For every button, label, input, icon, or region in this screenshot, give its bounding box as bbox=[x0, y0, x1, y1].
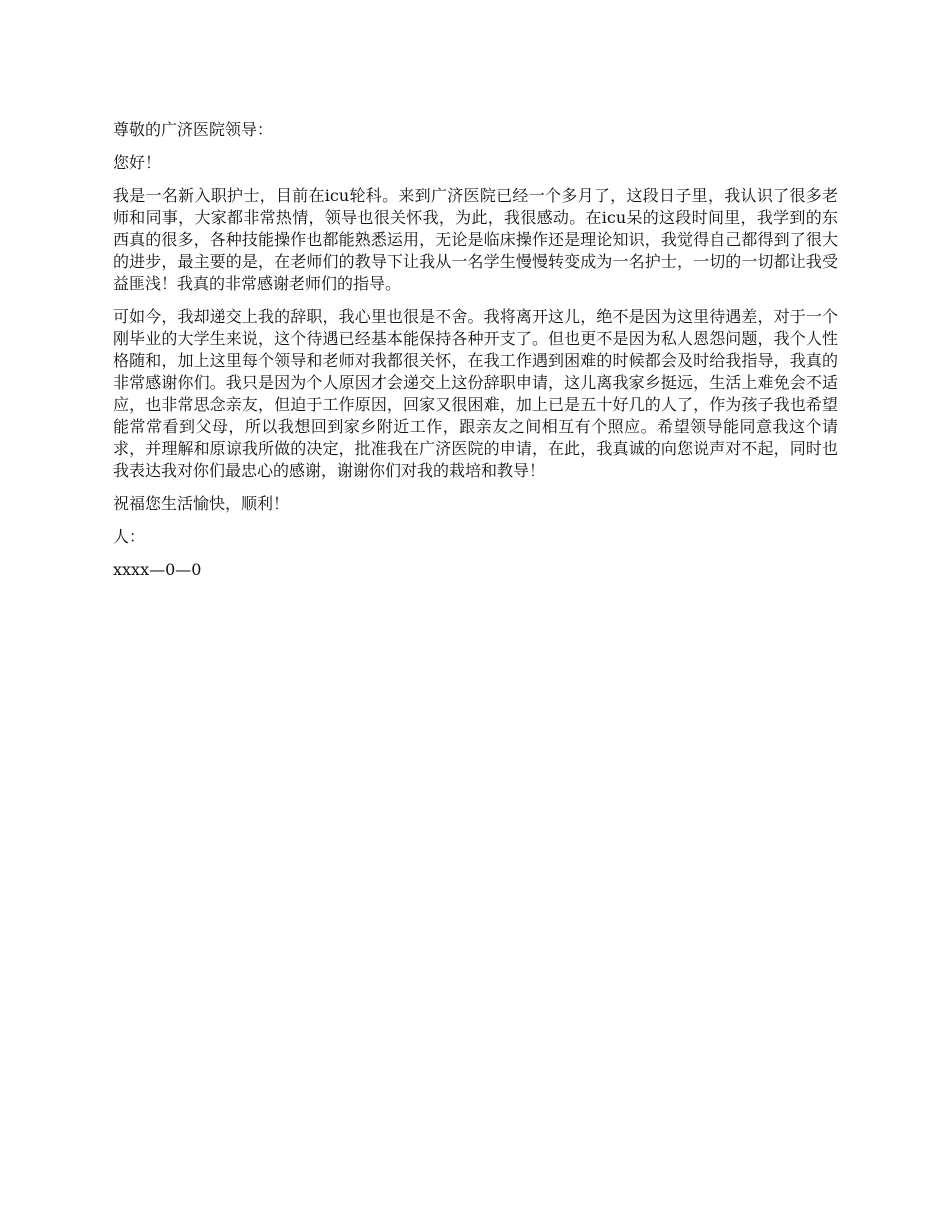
body-paragraph-1: 我是一名新入职护士，目前在icu轮科。来到广济医院已经一个多月了，这段日子里，我认识了很多老师和同事，大家都非常热情，领导也很关怀我，为此，我很感动。在icu呆的这段时间里，我学到的东西真的很多，各种技能操作也都能熟悉运用，无论是临床操作还是理论知识，我觉得自己都得到了很大的进步，最主要的是，在老师们的教导下让我从一名学生慢慢转变成为一名护士，一切的一切都让我受益匪浅！我真的非常感谢老师们的指导。 bbox=[113, 186, 838, 293]
letter-date: xxxx—0—0 bbox=[113, 560, 202, 579]
greeting: 您好！ bbox=[113, 153, 162, 172]
body-paragraph-2: 可如今，我却递交上我的辞职，我心里也很是不舍。我将离开这儿，绝不是因为这里待遇差，对于一个刚毕业的大学生来说，这个待遇已经基本能保持各种开支了。但也更不是因为私人恩怨问题，我个人性格随和，加上这里每个领导和老师对我都很关怀，在我工作遇到困难的时候都会及时给我指导，我真的非常感谢你们。我只是因为个人原因才会递交上这份辞职申请，这儿离我家乡挺远，生活上难免会不适应，也非常思念亲友，但迫于工作原因，回家又很困难，加上已是五十好几的人了，作为孩子我也希望能常常看到父母，所以我想回到家乡附近工作，跟亲友之间相互有个照应。希望领导能同意我这个请求，并理解和原谅我所做的决定，批准我在广济医院的申请，在此，我真诚的向您说声对不起，同时也我表达我对你们最忠心的感谢，谢谢你们对我的栽培和教导！ bbox=[113, 307, 838, 480]
closing-wishes: 祝福您生活愉快，顺利！ bbox=[113, 494, 290, 513]
signature-label: 人： bbox=[113, 527, 146, 546]
letter-document bbox=[113, 119, 838, 592]
salutation: 尊敬的广济医院领导： bbox=[113, 120, 274, 139]
